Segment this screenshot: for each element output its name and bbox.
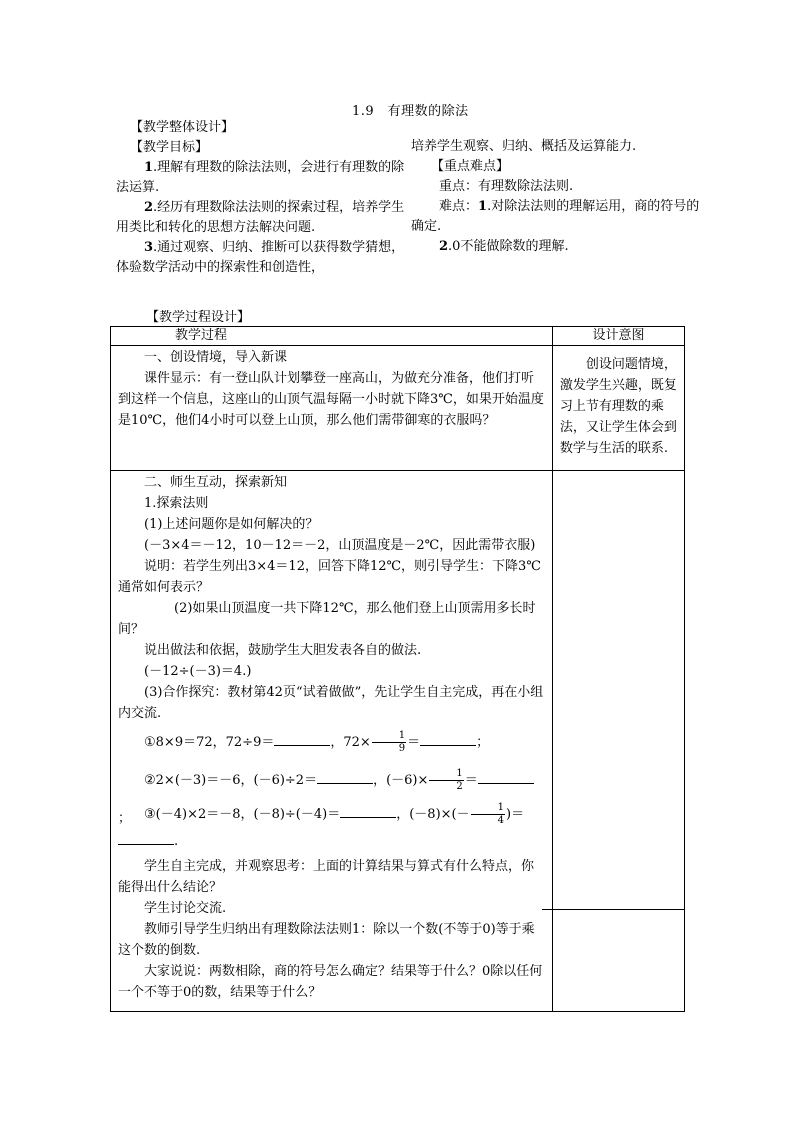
row2-note-1: 说明：若学生列出3×4＝12，回答下降12℃，则引导学生：下降3℃通常如何表示？ (118, 559, 541, 595)
exercise-equation-3-end: . (118, 830, 546, 856)
intent-column-divider (542, 909, 684, 910)
row2-intent-cell (552, 471, 684, 1012)
overview-left-column (116, 118, 408, 278)
process-section-heading: 【教学过程设计】 (146, 310, 251, 325)
answer-blank[interactable] (274, 731, 330, 746)
row1-intent-cell (552, 346, 684, 471)
row2-heading: 二、师生互动，探索新知 (144, 475, 288, 490)
goal-3: 3.通过观察、归纳、推断可以获得数学猜想，体验数学活动中的探索性和创造性， (116, 240, 405, 275)
row2-question-2: (2)如果山顶温度一共下降12℃，那么他们登上山顶需用多长时间？ (118, 601, 536, 637)
row2-ask: 大家说说：两数相除，商的符号怎么确定？结果等于什么？0除以任何一个不等于0的数，结果等于什么？ (118, 964, 543, 1000)
goal-2: 2.经历有理数除法法则的探索过程，培养学生用类比和转化的思想方法解决问题. (116, 200, 405, 235)
difficulty-1: 难点：1.对除法法则的理解运用，商的符号的确定. (411, 199, 700, 234)
key-point: 重点：有理数除法法则. (439, 179, 574, 194)
fraction: $\frac{1}{2}$ (429, 768, 463, 793)
exercise-equation-3: ③(－4)×2＝－8，(－8)÷(－4)＝ ，(－8)×(－ $\frac{1}{4}$ )＝ (144, 802, 525, 826)
goals-heading: 【教学目标】 (130, 140, 209, 155)
goal-1: 1.理解有理数的除法法则，会进行有理数的除法运算. (116, 160, 405, 195)
answer-blank[interactable] (340, 803, 396, 818)
difficulty-2: 2.0不能做除数的理解. (439, 239, 569, 254)
column-header-process: 教学过程 (111, 327, 553, 346)
row2-sub1: 1.探索法则 (144, 496, 209, 511)
key-points-heading: 【重点难点】 (431, 159, 510, 174)
goal-3-continued: 培养学生观察、归纳、概括及运算能力. (411, 139, 637, 154)
answer-blank[interactable] (118, 830, 174, 845)
answer-blank[interactable] (420, 731, 476, 746)
row1-heading: 一、创设情境，导入新课 (144, 350, 288, 365)
row2-question-3: (3)合作探究：教材第42页“试着做做”，先让学生自主完成，再在小组内交流. (118, 685, 544, 721)
row2-process-cell (111, 471, 553, 1012)
table-row (111, 346, 685, 471)
answer-blank[interactable] (478, 769, 534, 784)
row1-process-cell (111, 346, 553, 471)
row2-rule-1: 教师引导学生归纳出有理数除法法则1：除以一个数(不等于0)等于乘这个数的倒数. (118, 922, 535, 958)
fraction: $\frac{1}{4}$ (471, 802, 505, 827)
answer-blank[interactable] (317, 769, 373, 784)
row2-discuss: 学生讨论交流. (144, 901, 227, 916)
row2-note-2: 说出做法和依据，鼓励学生大胆发表各自的做法. (144, 643, 422, 658)
row2-question-1: (1)上述问题你是如何解决的？ (144, 517, 319, 532)
exercise-equation-2: ②2×(－3)＝－6，(－6)÷2＝ ，(－6)× $\frac{1}{2}$ ＝； (118, 762, 546, 800)
row1-intent-text: 创设问题情境，激发学生兴趣，既复习上节有理数的乘法，又让学生体会到数学与生活的联系. (559, 357, 677, 456)
exercise-equation-1: ①8×9＝72，72÷9＝ ，72× $\frac{1}{9}$ ＝ ； (144, 730, 490, 754)
lesson-title: 1.9 有理数的除法 (352, 104, 469, 119)
row2-answer-2: (－12÷(－3)＝4.) (144, 664, 252, 679)
fraction: $\frac{1}{9}$ (372, 730, 406, 755)
table-row (111, 471, 685, 1012)
table-header-row (111, 327, 685, 346)
section-overall-heading: 【教学整体设计】 (130, 120, 235, 135)
row2-answer-1: (－3×4＝－12，10－12＝－2，山顶温度是－2℃，因此需带衣服) (144, 538, 536, 553)
column-header-intent: 设计意图 (552, 327, 684, 346)
overview-right-column (411, 137, 701, 257)
row2-think: 学生自主完成，并观察思考：上面的计算结果与算式有什么特点，你能得出什么结论？ (118, 859, 535, 895)
row1-body: 课件显示：有一登山队计划攀登一座高山，为做充分准备，他们打听到这样一个信息，这座山的山顶气温每隔一小时就下降3℃，如果开始温度是10℃，他们4小时可以登上山顶，那么他们需带御寒的衣服吗？ (118, 371, 544, 428)
